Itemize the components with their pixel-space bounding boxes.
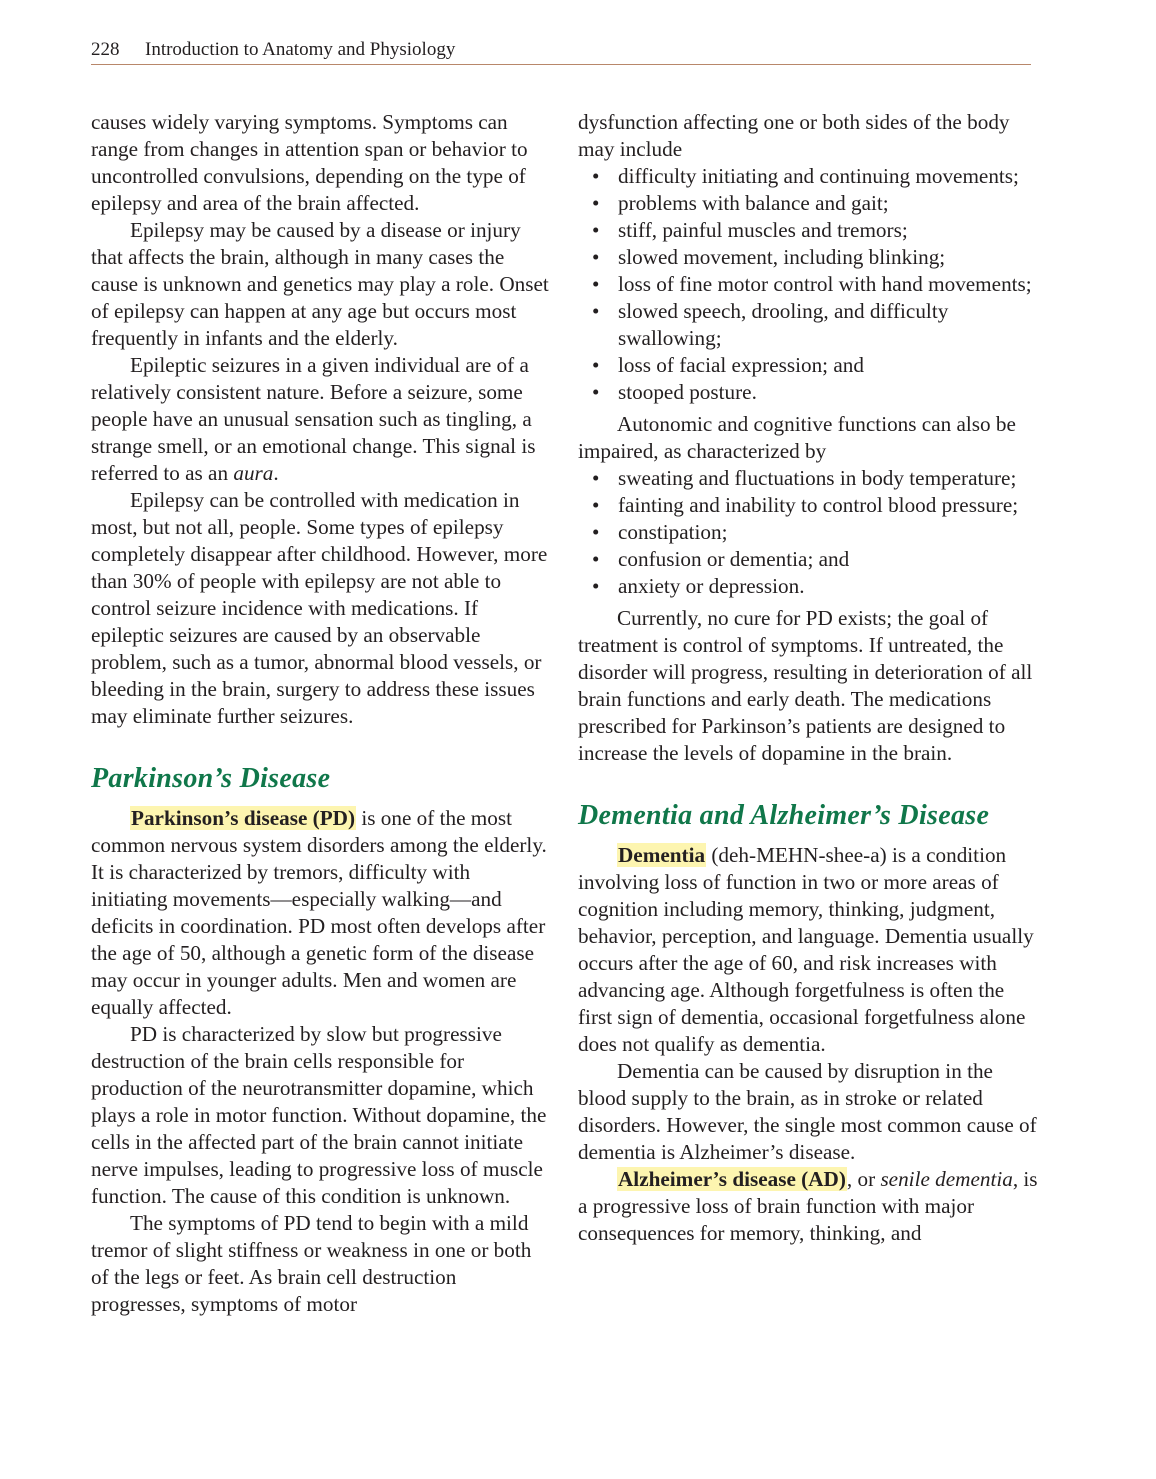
list-item: • problems with balance and gait; <box>618 190 1038 217</box>
list-item: • fainting and inability to control blood pressure; <box>618 492 1038 519</box>
list-item: • slowed speech, drooling, and difficulty swallowing; <box>618 298 1038 352</box>
list-item: • anxiety or depression. <box>618 573 1038 600</box>
paragraph-autonomic-intro: Autonomic and cognitive functions can also be impaired, as characterized by <box>578 412 1016 463</box>
list-item: • loss of fine motor control with hand movements; <box>618 271 1038 298</box>
paragraph-pd-definition <box>91 805 551 1021</box>
right-column <box>578 109 1038 1247</box>
key-term-dementia: Dementia <box>618 843 706 867</box>
key-term-alzheimers: Alzheimer’s disease (AD) <box>618 1167 846 1191</box>
paragraph-epilepsy-symptoms: causes widely varying symptoms. Symptoms can range from changes in attention span or behavior to uncontrolled convulsions, depending on the type of epilepsy and area of the brain affected. <box>91 110 528 215</box>
paragraph-dementia-causes: Dementia can be caused by disruption in the blood supply to the brain, as in stroke or related disorders. However, the single most common cause of dementia is Alzheimer’s disease. <box>578 1059 1037 1164</box>
paragraph-pd-cause: PD is characterized by slow but progressive destruction of the brain cells responsible for production of the neurotransmitter dopamine, which plays a role in motor function. Without dopamine, the cells in the affected part of the brain cannot initiate nerve impulses, leading to progressive loss of muscle function. The cause of this condition is unknown. <box>91 1022 547 1208</box>
book-title: Introduction to Anatomy and Physiology <box>145 39 456 60</box>
text-span: , or <box>846 1167 881 1191</box>
page-number: 228 <box>91 39 120 60</box>
paragraph-motor-dysfunction: dysfunction affecting one or both sides of the body may include <box>578 110 1010 161</box>
list-item: • stooped posture. <box>618 379 1038 406</box>
list-item: • constipation; <box>618 519 1038 546</box>
heading-parkinsons-disease: Parkinson’s Disease <box>91 763 331 794</box>
list-item: • loss of facial expression; and <box>618 352 1038 379</box>
paragraph-pd-symptoms-start: The symptoms of PD tend to begin with a mild tremor of slight stiffness or weakness in one or both of the legs or feet. As brain cell destruction progresses, symptoms of motor <box>91 1211 532 1316</box>
running-header <box>91 36 1031 65</box>
paragraph-dementia-definition <box>578 842 1038 1058</box>
motor-symptom-list <box>578 163 1038 406</box>
text-span: Epileptic seizures in a given individual are of a relatively consistent nature. Before a seizure, some people have an unusual sensation such as tingling, a strange smell, or an emotional change. This signal is referred to as an <box>91 353 536 485</box>
list-item: • sweating and fluctuations in body temperature; <box>618 465 1038 492</box>
list-item: • slowed movement, including blinking; <box>618 244 1038 271</box>
key-term-parkinsons: Parkinson’s disease (PD) <box>131 806 356 830</box>
paragraph-epilepsy-aura <box>91 352 551 487</box>
text-span: , is a progressive loss of brain function with major consequences for memory, thinking, and <box>578 1167 1038 1245</box>
heading-dementia-alzheimers: Dementia and Alzheimer’s Disease <box>578 800 990 831</box>
text-span: is one of the most common nervous system disorders among the elderly. It is characterized by tremors, difficulty with initiating movements—especially walking—and deficits in coordination. PD most often develops after the age of 50, although a genetic form of the disease may occur in younger adults. Men and women are equally affected. <box>91 806 547 1019</box>
list-item: • difficulty initiating and continuing movements; <box>618 163 1038 190</box>
aura-term: aura <box>233 461 274 485</box>
text-span: (deh-MEHN-shee-a) is a condition involving loss of function in two or more areas of cognition including memory, thinking, judgment, behavior, perception, and language. Dementia usually occurs after the age of 60, and risk increases with advancing age. Although forgetfulness is often the first sign of dementia, occasional forgetfulness alone does not qualify as dementia. <box>578 843 1034 1056</box>
paragraph-pd-treatment: Currently, no cure for PD exists; the goal of treatment is control of symptoms. If untreated, the disorder will progress, resulting in deterioration of all brain functions and early death. The medications prescribed for Parkinson’s patients are designed to increase the levels of dopamine in the brain. <box>578 606 1033 765</box>
paragraph-epilepsy-causes: Epilepsy may be caused by a disease or injury that affects the brain, although in many cases the cause is unknown and genetics may play a role. Onset of epilepsy can happen at any age but occurs most frequently in infants and the elderly. <box>91 218 549 350</box>
list-item: • stiff, painful muscles and tremors; <box>618 217 1038 244</box>
autonomic-symptom-list <box>578 465 1038 600</box>
senile-dementia-term: senile dementia <box>880 1167 1013 1191</box>
text-span: . <box>273 461 279 485</box>
left-column <box>91 109 551 1318</box>
paragraph-epilepsy-treatment: Epilepsy can be controlled with medication in most, but not all, people. Some types of epilepsy completely disappear after childhood. However, more than 30% of people with epilepsy are not able to control seizure incidence with medications. If epileptic seizures are caused by an observable problem, such as a tumor, abnormal blood vessels, or bleeding in the brain, surgery to address these issues may eliminate further seizures. <box>91 488 548 728</box>
list-item: • confusion or dementia; and <box>618 546 1038 573</box>
paragraph-alzheimers-definition <box>578 1166 1038 1247</box>
